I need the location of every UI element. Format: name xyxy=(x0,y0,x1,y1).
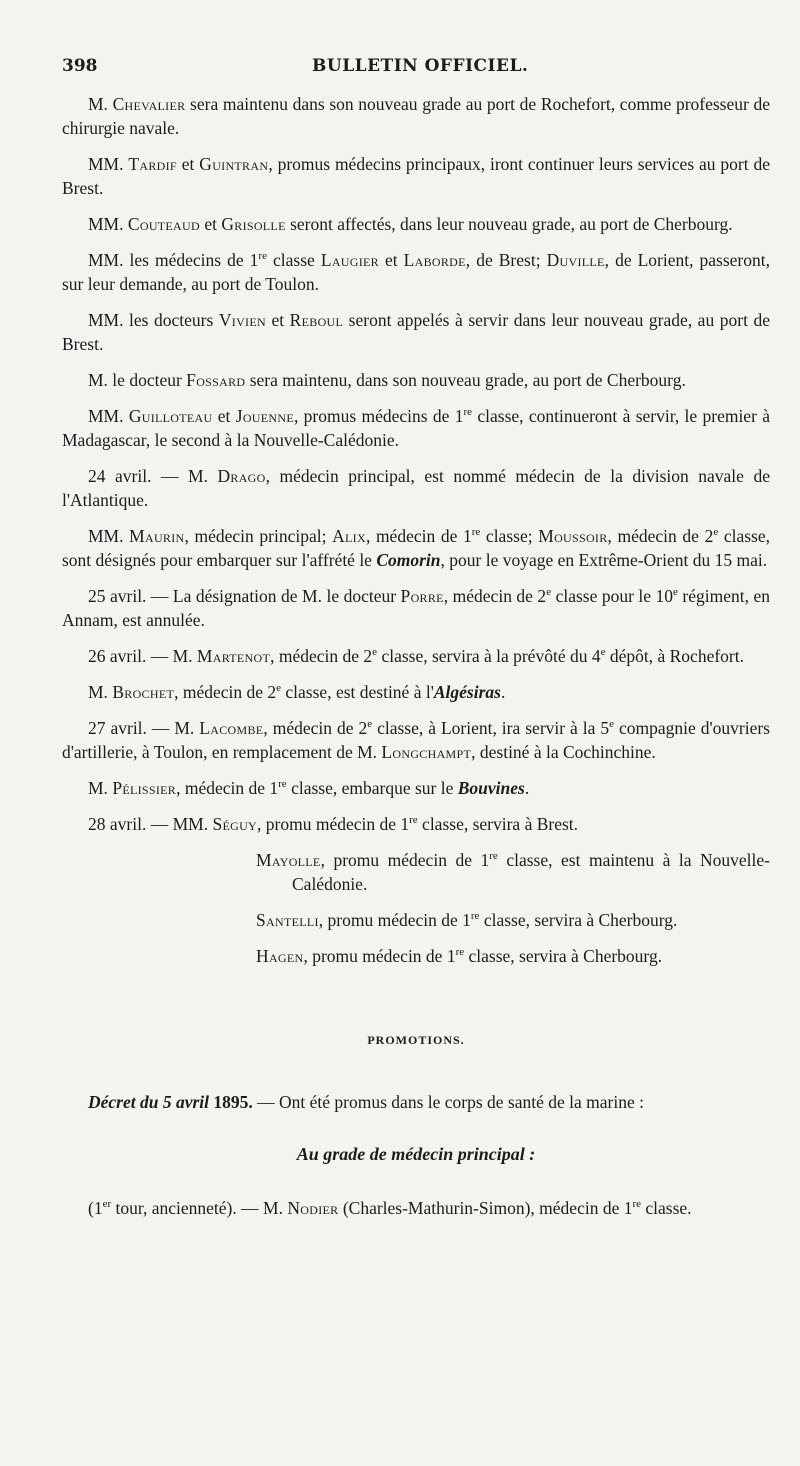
page-number: 398 xyxy=(62,56,98,76)
sub-entry: Santelli, promu médecin de 1re classe, servira à Cherbourg. xyxy=(256,910,678,930)
bulletin-title: BULLETIN OFFICIEL. xyxy=(312,56,529,76)
paragraph: M. Pélissier, médecin de 1re classe, embarque sur le Bouvines. xyxy=(88,778,530,798)
paragraph: 24 avril. — M. Drago, médecin principal, est nommé médecin de la division navale de l'Atlantique. xyxy=(62,466,770,510)
sub-entry: Hagen, promu médecin de 1re classe, servira à Cherbourg. xyxy=(256,946,663,966)
paragraph: 25 avril. — La désignation de M. le docteur Porre, médecin de 2e classe pour le 10e régiment, en Annam, est annulée. xyxy=(62,586,770,630)
paragraph: M. Brochet, médecin de 2e classe, est destiné à l'Algésiras. xyxy=(88,682,506,702)
decree-paragraph: Décret du 5 avril 1895. — Ont été promus dans le corps de santé de la marine : xyxy=(88,1092,644,1112)
paragraph: MM. Maurin, médecin principal; Alix, médecin de 1re classe; Moussoir, médecin de 2e classe, sont désignés pour embarquer sur l'affrété le Comorin, pour le voyage en Extrême-Orient du 15 mai. xyxy=(62,526,771,570)
page-header xyxy=(62,56,762,82)
paragraph: MM. les docteurs Vivien et Reboul seront appelés à servir dans leur nouveau grade, au port de Brest. xyxy=(62,310,770,354)
promotions-heading: PROMOTIONS. xyxy=(367,1033,465,1047)
paragraph: MM. Couteaud et Grisolle seront affectés, dans leur nouveau grade, au port de Cherbourg. xyxy=(88,214,733,234)
paragraph: 27 avril. — M. Lacombe, médecin de 2e classe, à Lorient, ira servir à la 5e compagnie d'ouvriers d'artillerie, à Toulon, en remplacement de M. Longchampt, destiné à la Cochinchine. xyxy=(62,718,770,762)
promotion-entry: (1er tour, ancienneté). — M. Nodier (Charles-Mathurin-Simon), médecin de 1re classe. xyxy=(88,1198,692,1218)
paragraph: MM. les médecins de 1re classe Laugier et Laborde, de Brest; Duville, de Lorient, passeront, sur leur demande, au port de Toulon. xyxy=(62,250,770,294)
paragraph: 26 avril. — M. Martenot, médecin de 2e classe, servira à la prévôté du 4e dépôt, à Rochefort. xyxy=(88,646,744,666)
paragraph: M. Chevalier sera maintenu dans son nouveau grade au port de Rochefort, comme professeur de chirurgie navale. xyxy=(62,94,770,138)
sub-entry: Mayolle, promu médecin de 1re classe, est maintenu à la Nouvelle-Calédonie. xyxy=(256,850,771,894)
main-text xyxy=(62,92,770,1232)
paragraph: MM. Tardif et Guintran, promus médecins principaux, iront continuer leurs services au port de Brest. xyxy=(62,154,770,198)
paragraph: MM. Guilloteau et Jouenne, promus médecins de 1re classe, continueront à servir, le premier à Madagascar, le second à la Nouvelle-Calédonie. xyxy=(62,406,770,450)
grade-title: Au grade de médecin principal : xyxy=(296,1144,536,1164)
paragraph: 28 avril. — MM. Séguy, promu médecin de 1re classe, servira à Brest. xyxy=(88,814,579,834)
paragraph: M. le docteur Fossard sera maintenu, dans son nouveau grade, au port de Cherbourg. xyxy=(88,370,686,390)
